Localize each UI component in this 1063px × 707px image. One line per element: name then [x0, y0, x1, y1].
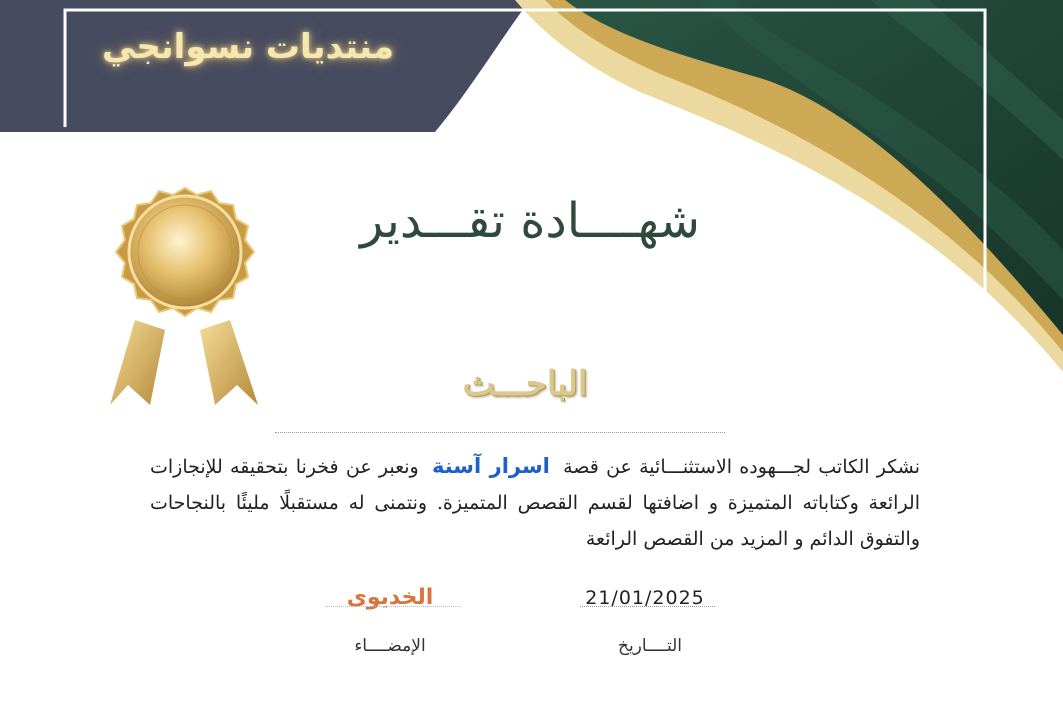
gold-medal-rosette-icon: [110, 188, 258, 405]
site-title: منتديات نسوانجي: [102, 27, 394, 67]
body-text-after: ونعبر عن فخرنا بتحقيقه للإنجازات الرائعة وكتاباته المتميزة و اضافتها لقسم القصص المتميزة. ونتمنى له مستقبلًا مليئًا بالنجاحات والتفوق الدائم و المزيد من القصص الرائعة: [150, 456, 920, 550]
recipient-underline: [275, 432, 725, 433]
date-label: التــــاريخ: [617, 636, 683, 656]
signature-label: الإمضــــاء: [354, 636, 426, 656]
date-underline: [580, 606, 715, 607]
date-value: 21/01/2025: [585, 587, 705, 609]
certificate-title: شهــــادة تقـــدير: [360, 193, 700, 249]
signature-underline: [325, 606, 460, 607]
recipient-role: الباحـــث: [462, 364, 588, 404]
body-text-before: نشكر الكاتب لجـــهوده الاستثنـــائية عن قصة: [563, 456, 921, 478]
signature-value: الخديوى: [346, 585, 434, 610]
story-title: اسرار آسنة: [431, 454, 550, 478]
certificate-body: [150, 448, 920, 557]
